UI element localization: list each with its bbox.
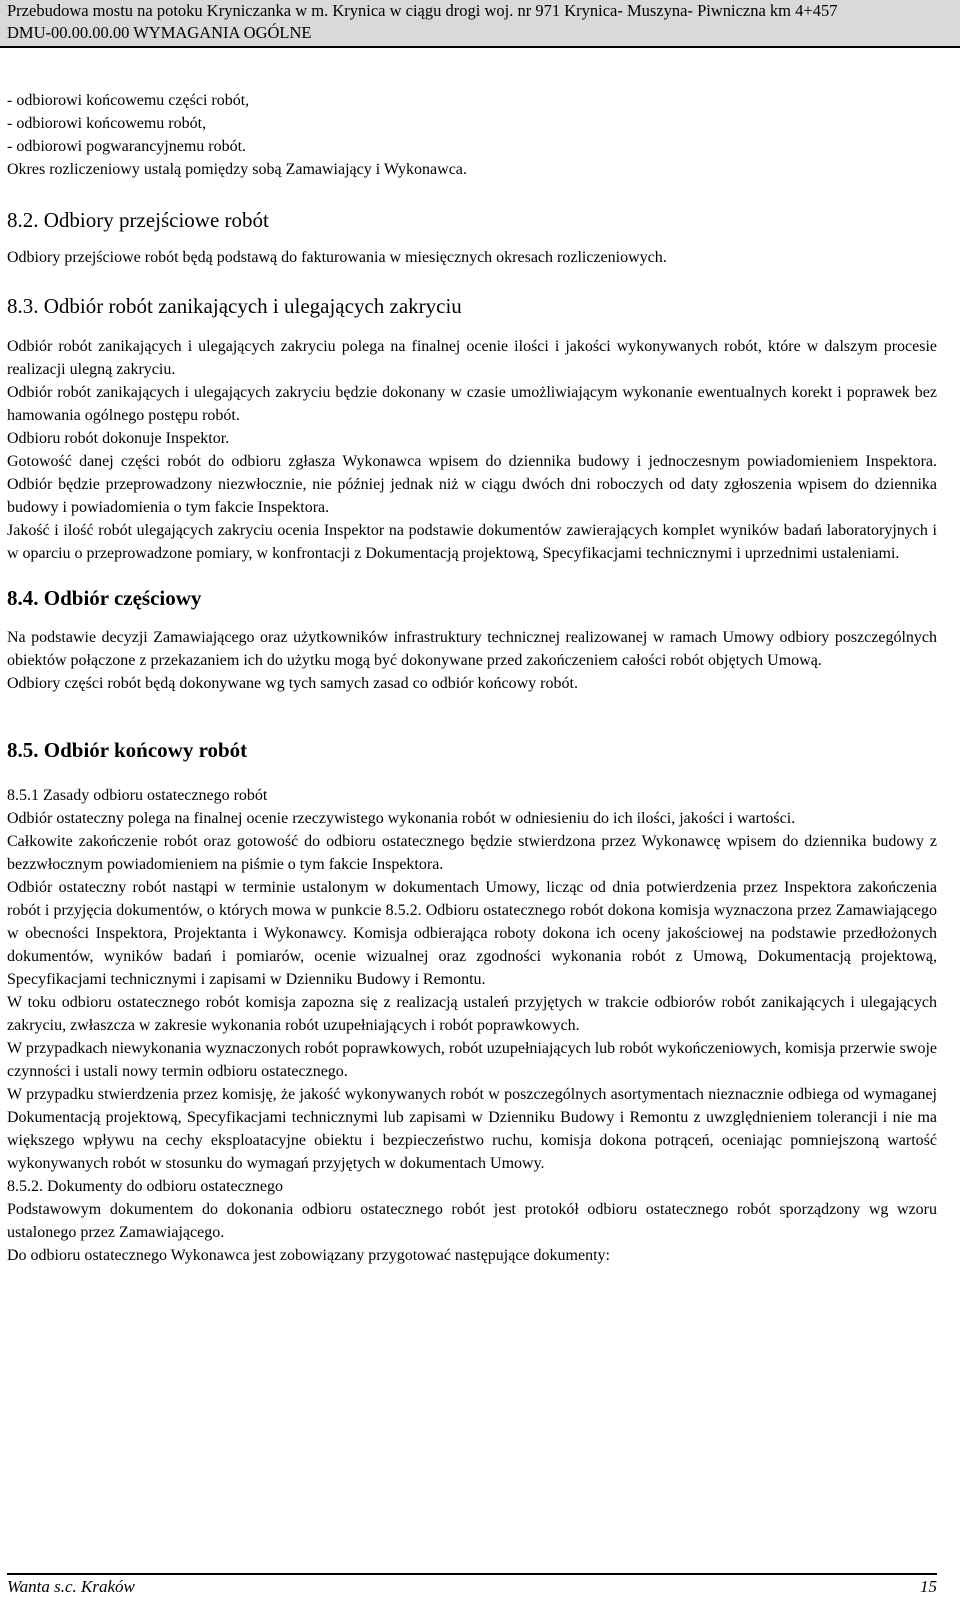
section-heading-8-2: 8.2. Odbiory przejściowe robót [7,208,269,232]
footer-company: Wanta s.c. Kraków [7,1577,135,1596]
subsection-heading-8-5-1: 8.5.1 Zasady odbioru ostatecznego robót [7,787,268,804]
paragraph: Odbiór robót zanikających i ulegających zakryciu będzie dokonany w czasie umożliwiającym wykonanie ewentualnych korekt i poprawek bez hamowania ogólnego postępu robót. [7,384,937,424]
paragraph: W przypadkach niewykonania wyznaczonych robót poprawkowych, robót uzupełniających lub robót wykończeniowych, komisja przerwie swoje czynności i ustali nowy termin odbioru ostatecznego. [7,1040,937,1080]
paragraph: Odbiór ostateczny polega na finalnej ocenie rzeczywistego wykonania robót w odniesieniu do ich ilości, jakości i wartości. [7,810,796,827]
page-footer [7,1577,937,1597]
paragraph: Podstawowym dokumentem do dokonania odbioru ostatecznego robót jest protokół odbioru ostatecznego robót sporządzony wg wzoru ustalonego przez Zamawiającego. [7,1201,937,1241]
section-heading-8-5: 8.5. Odbiór końcowy robót [7,738,248,762]
paragraph: Odbioru robót dokonuje Inspektor. [7,430,230,447]
paragraph: Całkowite zakończenie robót oraz gotowość do odbioru ostatecznego będzie stwierdzona przez Wykonawcę wpisem do dziennika budowy z bezzwłocznym powiadomieniem na piśmie o tym fakcie Inspektora. [7,833,937,873]
section-heading-8-3: 8.3. Odbiór robót zanikających i ulegających zakryciu [7,294,462,318]
header-document-code: DMU-00.00.00.00 WYMAGANIA OGÓLNE [7,23,312,42]
document-body [7,89,937,1267]
paragraph: Odbiory przejściowe robót będą podstawą do fakturowania w miesięcznych okresach rozliczeniowych. [7,249,667,266]
paragraph: Odbiór robót zanikających i ulegających zakryciu polega na finalnej ocenie ilości i jakości wykonywanych robót, które w dalszym procesie realizacji ulegną zakryciu. [7,338,937,378]
section-heading-8-4: 8.4. Odbiór częściowy [7,586,202,610]
paragraph: Jakość i ilość robót ulegających zakryciu ocenia Inspektor na podstawie dokumentów zawierających komplet wyników badań laboratoryjnych i w oparciu o przeprowadzone pomiary, w konfrontacji z Dokumentacją projektową, Specyfikacjami technicznymi i uprzednimi ustaleniami. [7,522,937,562]
footer-divider [7,1573,937,1575]
paragraph: Odbiory części robót będą dokonywane wg tych samych zasad co odbiór końcowy robót. [7,675,578,692]
paragraph: Gotowość danej części robót do odbioru zgłasza Wykonawca wpisem do dziennika budowy i jednoczesnym powiadomieniem Inspektora. Odbiór będzie przeprowadzony niezwłocznie, nie później jednak niż w ciągu dwóch dni roboczych od daty zgłoszenia wpisem do dziennika budowy i powiadomienia o tym fakcie Inspektora. [7,453,937,516]
paragraph: Odbiór ostateczny robót nastąpi w terminie ustalonym w dokumentach Umowy, licząc od dnia potwierdzenia przez Inspektora zakończenia robót i przyjęcia dokumentów, o których mowa w punkcie 8.5.2. Odbioru ostatecznego robót dokona komisja wyznaczona przez Zamawiającego w obecności Inspektora, Projektanta i Wykonawcy. Komisja odbierająca roboty dokona ich oceny jakościowej na podstawie przedłożonych dokumentów, wyników badań i pomiarów, ocenie wizualnej oraz zgodności wykonania robót z Umową, Dokumentacją projektową, Specyfikacjami technicznymi i zapisami w Dzienniku Budowy i Remontu. [7,879,937,988]
list-item: - odbiorowi końcowemu robót, [7,115,207,132]
paragraph: Okres rozliczeniowy ustalą pomiędzy sobą Zamawiający i Wykonawca. [7,161,467,178]
paragraph: Na podstawie decyzji Zamawiającego oraz użytkowników infrastruktury technicznej realizowanej w ramach Umowy odbiory poszczególnych obiektów połączone z przekazaniem ich do użytku mogą być dokonywane przed zakończeniem całości robót objętych Umową. [7,629,937,669]
paragraph: W przypadku stwierdzenia przez komisję, że jakość wykonywanych robót w poszczególnych asortymentach nieznacznie odbiega od wymaganej Dokumentacją projektową, Specyfikacjami technicznymi lub zapisami w Dzienniku Budowy i Remontu z uwzględnieniem tolerancji i nie ma większego wpływu na cechy eksploatacyjne obiektu i bezpieczeństwo ruchu, komisja dokona potrąceń, oceniając pomniejszoną wartość wykonywanych robót w stosunku do wymagań przyjętych w dokumentach Umowy. [7,1086,937,1172]
paragraph: W toku odbioru ostatecznego robót komisja zapozna się z realizacją ustaleń przyjętych w trakcie odbiorów robót zanikających i ulegających zakryciu, zwłaszcza w zakresie wykonania robót uzupełniających i robót poprawkowych. [7,994,937,1034]
list-item: - odbiorowi końcowemu części robót, [7,92,250,109]
header-project-title: Przebudowa mostu na potoku Kryniczanka w m. Krynica w ciągu drogi woj. nr 971 Krynica- Muszyna- Piwniczna km 4+457 [7,1,838,20]
paragraph: Do odbioru ostatecznego Wykonawca jest zobowiązany przygotować następujące dokumenty: [7,1247,610,1264]
page-number: 15 [920,1577,937,1596]
list-item: - odbiorowi pogwarancyjnemu robót. [7,138,247,155]
page-header [0,0,960,48]
subsection-heading-8-5-2: 8.5.2. Dokumenty do odbioru ostatecznego [7,1178,283,1195]
